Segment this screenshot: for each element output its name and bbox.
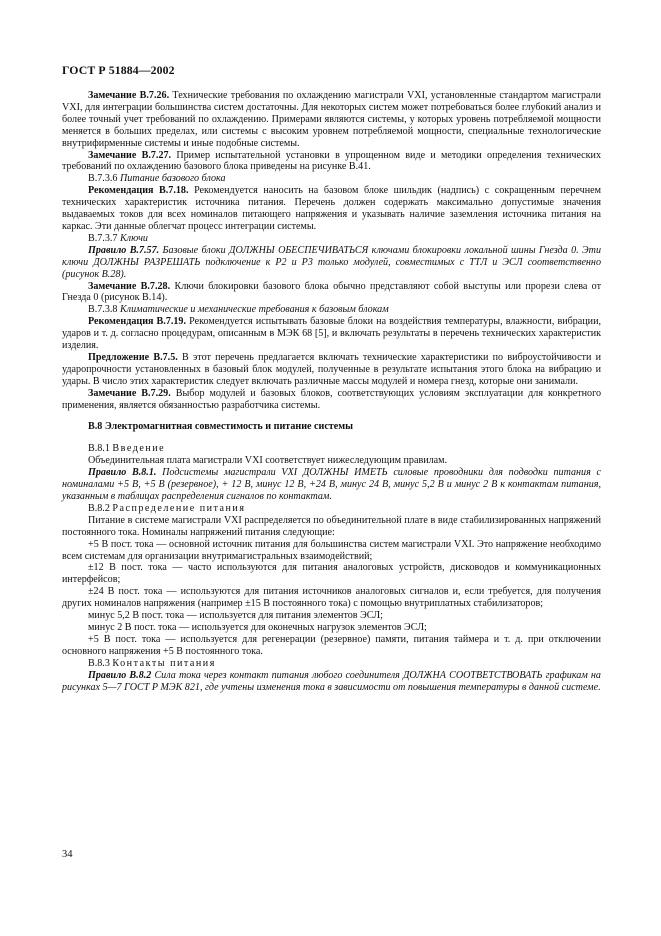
voltage-item-minus-5-2v: минус 5,2 В пост. тока — используется для питания элементов ЭСЛ;: [88, 610, 383, 622]
voltage-item-5v-standby: +5 В пост. тока — используется для регенерации (резервное) памяти, питания таймера и т. д. при отключении основного напряжения +5 В постоянного тока.: [62, 633, 601, 657]
document-header: ГОСТ Р 51884—2002: [62, 63, 175, 77]
note-b-7-29: Замечание В.7.29. Выбор модулей и базовых блоков, соответствующих условиям эксплуатации для конкретного применения, является обязанностью разработчика системы.: [62, 387, 602, 411]
voltage-item-5v: +5 В пост. тока — основной источник питания для большинства систем магистрали VXI. Это напряжение необходимо всем системам для организации внутримагистральных взаимодействий;: [62, 538, 601, 562]
intro-text: Объединительная плата магистрали VXI соответствует нижеследующим правилам.: [88, 455, 448, 467]
heading-b-8-1: В.8.1 Введение: [88, 443, 166, 455]
section-heading-b-8: В.8 Электромагнитная совместимость и питание системы: [88, 421, 353, 433]
rule-b-8-2: Правило В.8.2 Сила тока через контакт питания любого соединителя ДОЛЖНА СООТВЕТСТВОВАТЬ графикам на рисунках 5—7 ГОСТ Р МЭК 821, где учтены изменения тока в зависимости от повышения температуры в данной системе.: [62, 669, 601, 693]
note-b-7-28: Замечание В.7.28. Ключи блокировки базового блока обычно представляют собой выступы или прорези слева от Гнезда 0 (рисунок В.14).: [62, 280, 602, 304]
document-body: [62, 90, 601, 693]
recommendation-b-7-19: Рекомендация В.7.19. Рекомендуется испытывать базовые блоки на воздействия температуры, влажности, вибрации, ударов и т. д. согласно процедурам, описанным в МЭК 68 [5], и включать результаты в перечень технических характеристик изделия.: [62, 316, 602, 352]
voltage-item-24v: ±24 В пост. тока — используются для питания источников аналоговых сигналов и, если требуется, для получения других номиналов напряжения (например ±15 В постоянного тока) с помощью внутриплатных стабилизаторов;: [62, 586, 601, 610]
note-b-7-27: Замечание В.7.27. Пример испытательной установки в упрощенном виде и методики определения технических требований по охлаждению базового блока приведены на рисунке В.41.: [62, 149, 602, 173]
heading-b-7-3-6: В.7.3.6 Питание базового блока: [88, 173, 226, 185]
proposal-b-7-5: Предложение В.7.5. В этот перечень предлагается включать технические характеристики по виброустойчивости и ударопрочности установленных в базовый блок модулей, полученные в результате испытания этого блока на вибрацию и удары. В число этих характеристик следует включать различные массы модулей и номера гнезд, которые они занимали.: [62, 351, 601, 387]
heading-b-7-3-8: В.7.3.8 Климатические и механические требования к базовым блокам: [88, 304, 389, 316]
voltage-item-12v: ±12 В пост. тока — часто используются для питания аналоговых устройств, дисководов и коммуникационных интерфейсов;: [62, 562, 601, 586]
note-b-7-26: Замечание В.7.26. Технические требования по охлаждению магистрали VXI, установленные стандартом магистрали VXI, для интеграции большинства систем достаточны. Для некоторых систем может потребоваться более глубокий анализ и более точный учет требований по охлаждению. Примерами являются системы, у которых уровень потребляемой мощности меняется в больших пределах, или системы с высоким уровнем потребляемой мощности, специальные технологические внутрифирменные системы и иные подобные системы.: [62, 90, 601, 149]
rule-b-8-1: Правило В.8.1. Подсистемы магистрали VXI ДОЛЖНЫ ИМЕТЬ силовые проводники для подводки питания с номиналами +5 В, +5 В (резервное), + 12 В, минус 12 В, +24 В, минус 24 В, минус 5,2 В и минус 2 В к контактам питания, указанным в таблицах распределения сигналов по контактам.: [62, 467, 601, 502]
power-distribution-text: Питание в системе магистрали VXI распределяется по объединительной плате в виде стабилизированных напряжений постоянного тока. Номиналы напряжений питания следующие:: [62, 514, 601, 538]
recommendation-b-7-18: Рекомендация В.7.18. Рекомендуется наносить на базовом блоке шильдик (надпись) с сокращенным перечнем технических характеристик источника питания. Перечень должен содержать максимально допустимые значения выдаваемых токов для всех номиналов питающего напряжения и указывать наличие заземления источника питания на каркас. Эти данные облегчат процесс интеграции системы.: [62, 185, 602, 232]
rule-b-7-57: Правило В.7.57. Базовые блоки ДОЛЖНЫ ОБЕСПЕЧИВАТЬСЯ ключами блокировки локальной шины Гнезда 0. Эти ключи ДОЛЖНЫ РАЗРЕШАТЬ подключение к Р2 и Р3 только модулей, совместимых с ТТЛ и ЭСЛ соответственно (рисунок В.28).: [62, 244, 601, 280]
heading-b-7-3-7: В.7.3.7 Ключи: [88, 232, 148, 244]
heading-b-8-2: В.8.2 Распределение питания: [88, 502, 246, 514]
heading-b-8-3: В.8.3 Контакты питания: [88, 657, 216, 669]
page-number: 34: [62, 849, 73, 860]
voltage-item-minus-2v: минус 2 В пост. тока — используется для оконечных нагрузок элементов ЭСЛ;: [88, 621, 427, 633]
